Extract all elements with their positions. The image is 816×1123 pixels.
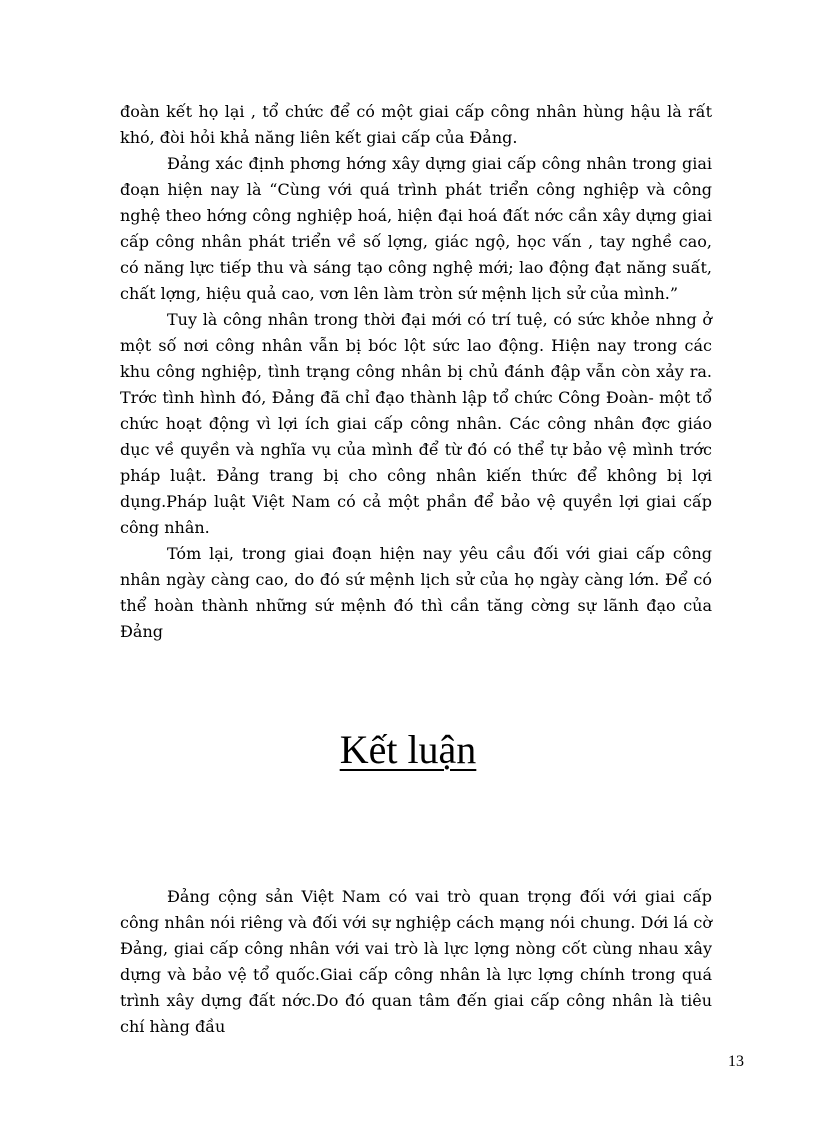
main-section (120, 99, 712, 645)
paragraph-continuation: đoàn kết họ lại , tổ chức để có một giai cấp công nhân hùng hậu là rất khó, đòi hỏi khả năng liên kết giai cấp của Đảng. (120, 102, 712, 147)
page-number: 13 (728, 1053, 744, 1070)
paragraph-worker-conditions: Tuy là công nhân trong thời đại mới có trí tuệ, có sức khỏe nhng ở một số nơi công nhân vẫn bị bóc lột sức lao động. Hiện nay trong các khu công nghiệp, tình trạng công nhân bị chủ đánh đập vẫn còn xảy ra. Trớc tình hình đó, Đảng đã chỉ đạo thành lập tổ chức Công Đoàn- một tổ chức hoạt động vì lợi ích giai cấp công nhân. Các công nhân đợc giáo dục về quyền và nghĩa vụ của mình để từ đó có thể tự bảo vệ mình trớc pháp luật. Đảng trang bị cho công nhân kiến thức để không bị lợi dụng.Pháp luật Việt Nam có cả một phần để bảo vệ quyền lợi giai cấp công nhân. (120, 310, 712, 537)
conclusion-section (120, 884, 712, 1040)
paragraph-party-direction: Đảng xác định phơng hớng xây dựng giai cấp công nhân trong giai đoạn hiện nay là “Cùng với quá trình phát triển công nghiệp và công nghệ theo hớng công nghiệp hoá, hiện đại hoá đất nớc cần xây dựng giai cấp công nhân phát triển về số lợng, giác ngộ, học vấn , tay nghề cao, có năng lực tiếp thu và sáng tạo công nghệ mới; lao động đạt năng suất, chất lợng, hiệu quả cao, vơn lên làm tròn sứ mệnh lịch sử của mình.” (120, 154, 712, 303)
conclusion-heading-text: Kết luận (339, 727, 477, 772)
conclusion-heading (0, 720, 816, 780)
paragraph-conclusion: Đảng cộng sản Việt Nam có vai trò quan trọng đối với giai cấp công nhân nói riêng và đối với sự nghiệp cách mạng nói chung. Dới lá cờ Đảng, giai cấp công nhân với vai trò là lực lợng nòng cốt cùng nhau xây dựng và bảo vệ tổ quốc.Giai cấp công nhân là lực lợng chính trong quá trình xây dựng đất nớc.Do đó quan tâm đến giai cấp công nhân là tiêu chí hàng đầu (120, 887, 712, 1036)
paragraph-summary: Tóm lại, trong giai đoạn hiện nay yêu cầu đối với giai cấp công nhân ngày càng cao, do đó sứ mệnh lịch sử của họ ngày càng lớn. Để có thể hoàn thành những sứ mệnh đó thì cần tăng cờng sự lãnh đạo của Đảng (120, 544, 712, 641)
